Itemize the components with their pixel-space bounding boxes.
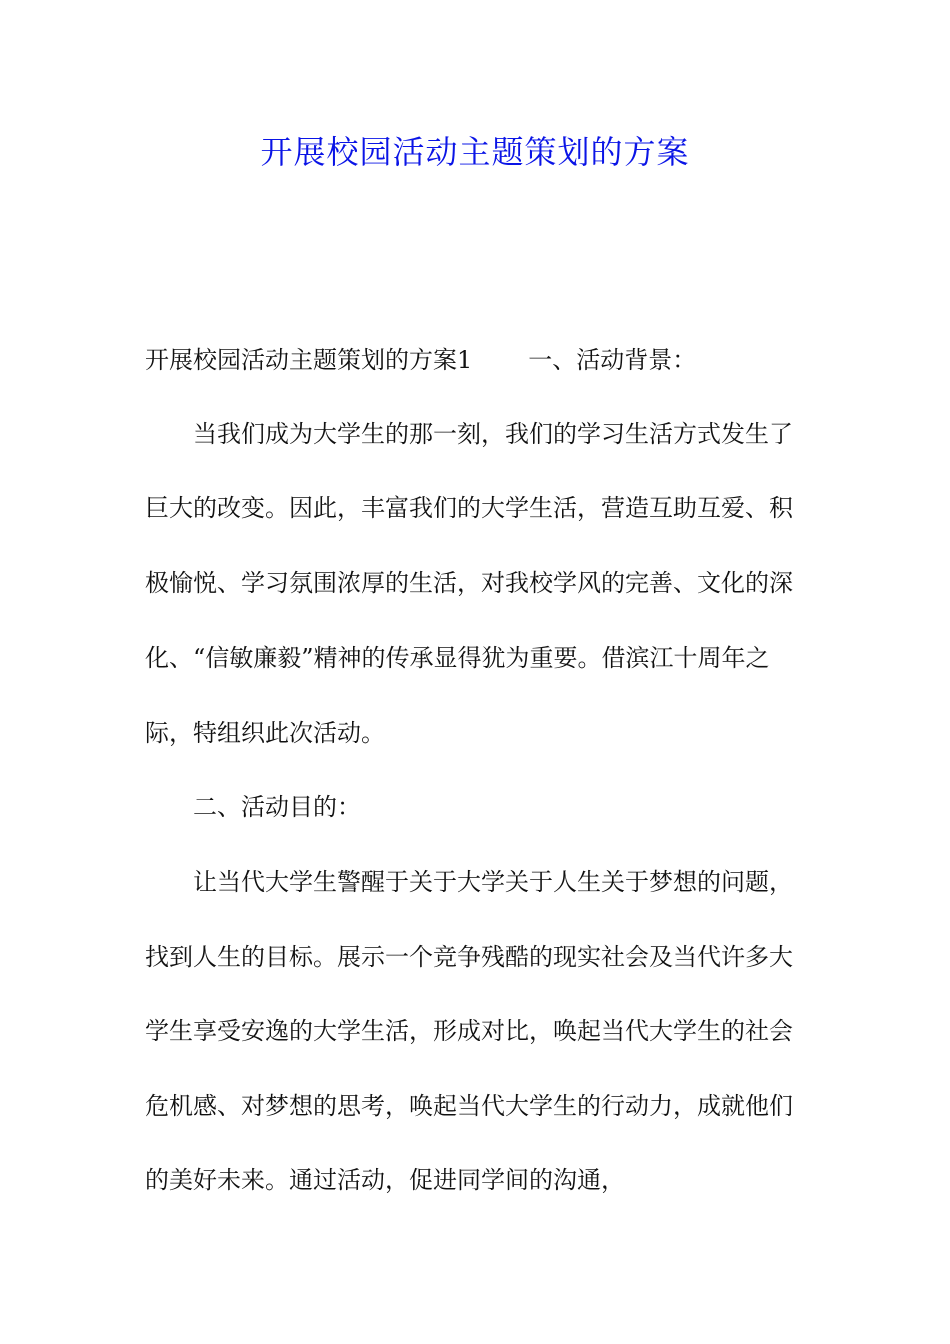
paragraph-line-2: 当我们成为大学生的那一刻，我们的学习生活方式发生了 bbox=[193, 420, 793, 448]
section-heading-prefix: 开展校园活动主题策划的方案1 bbox=[145, 346, 473, 374]
paragraph-line-5: 化、“信敏廉毅”精神的传承显得犹为重要。借滨江十周年之 bbox=[145, 644, 770, 672]
paragraph-line-6: 际，特组织此次活动。 bbox=[145, 719, 385, 747]
paragraph-line-12: 的美好未来。通过活动，促进同学间的沟通， bbox=[145, 1166, 625, 1194]
paragraph-line-10: 学生享受安逸的大学生活，形成对比，唤起当代大学生的社会 bbox=[145, 1017, 793, 1045]
paragraph-line-11: 危机感、对梦想的思考，唤起当代大学生的行动力，成就他们 bbox=[145, 1092, 793, 1120]
paragraph-line-3: 巨大的改变。因此，丰富我们的大学生活，营造互助互爱、积 bbox=[145, 494, 793, 522]
section-heading-purpose: 二、活动目的： bbox=[193, 793, 361, 821]
paragraph-line-8: 让当代大学生警醒于关于大学关于人生关于梦想的问题， bbox=[193, 868, 793, 896]
paragraph-line-1 bbox=[145, 340, 810, 380]
paragraph-line-4: 极愉悦、学习氛围浓厚的生活，对我校学风的完善、文化的深 bbox=[145, 569, 793, 597]
document-title: 开展校园活动主题策划的方案 bbox=[260, 133, 690, 171]
paragraph-line-9: 找到人生的目标。展示一个竞争残酷的现实社会及当代许多大 bbox=[145, 943, 793, 971]
section-heading-background: 一、活动背景： bbox=[528, 346, 697, 374]
